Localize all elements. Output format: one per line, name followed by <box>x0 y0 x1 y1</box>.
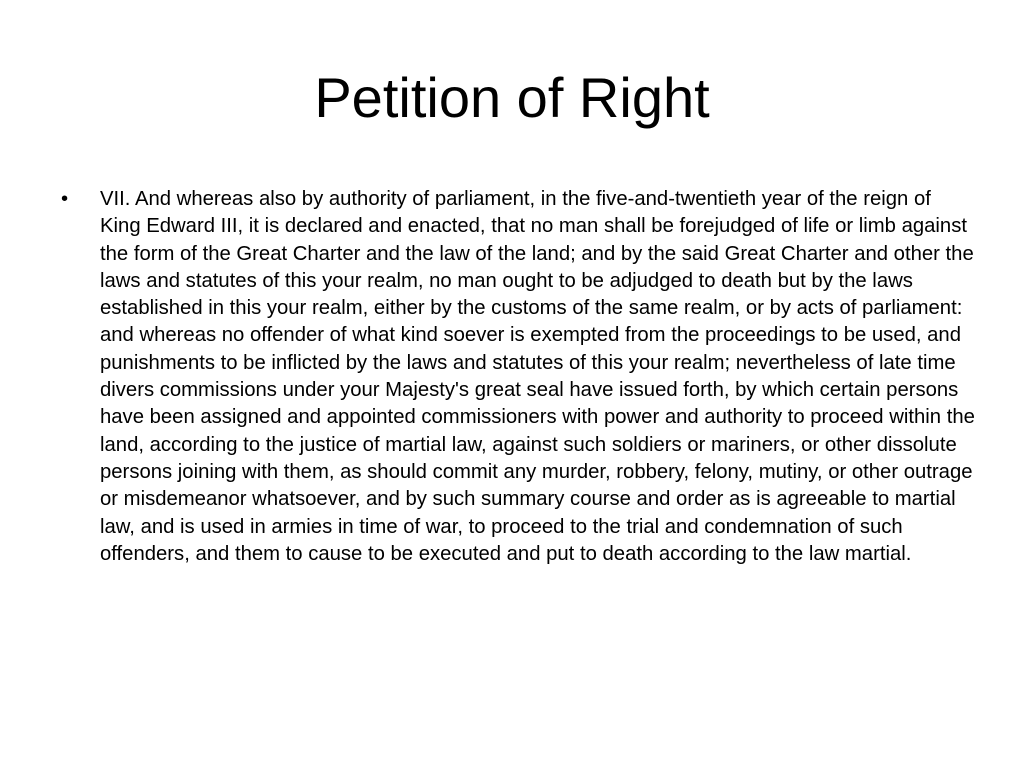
bullet-item <box>56 186 976 568</box>
slide-title: Petition of Right <box>314 66 710 129</box>
bullet-list <box>56 186 976 568</box>
bullet-text: VII. And whereas also by authority of parliament, in the five-and-twentieth year of the reign of King Edward III, it is declared and enacted, that no man shall be forejudged of life or limb against the form of the Great Charter and the law of the land; and by the said Great Charter and other the laws and statutes of this your realm, no man ought to be adjudged to death but by the laws established in this your realm, either by the customs of the same realm, or by acts of parliament: and whereas no offender of what kind soever is exempted from the proceedings to be used, and punishments to be inflicted by the laws and statutes of this your realm; nevertheless of late time divers commissions under your Majesty's great seal have issued forth, by which certain persons have been assigned and appointed commissioners with power and authority to proceed within the land, according to the justice of martial law, against such soldiers or mariners, or other dissolute persons joining with them, as should commit any murder, robbery, felony, mutiny, or other outrage or misdemeanor whatsoever, and by such summary course and order as is agreeable to martial law, and is used in armies in time of war, to proceed to the trial and condemnation of such offenders, and them to cause to be executed and put to death according to the law martial. <box>100 188 975 565</box>
bullet-marker: • <box>61 188 69 210</box>
